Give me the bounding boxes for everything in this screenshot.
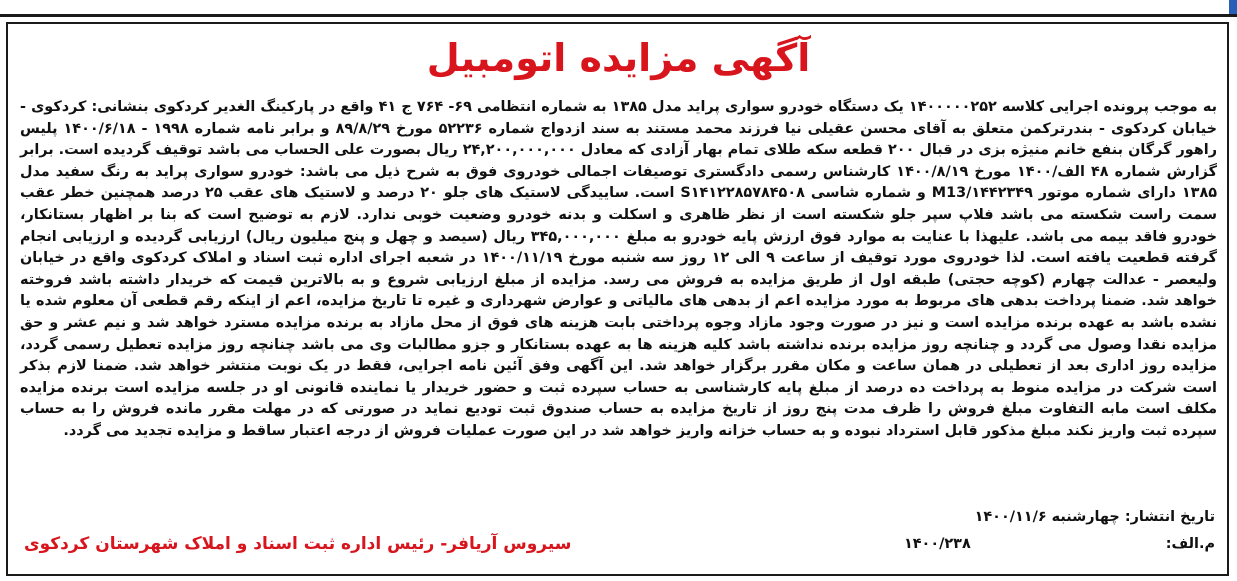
notice-title: آگهی مزایده اتومبیل	[426, 36, 811, 80]
page-top-strip	[0, 0, 1237, 17]
notice-body: به موجب پرونده اجرایی کلاسه ۱۴۰۰۰۰۰۲۵۲ یک دستگاه خودرو سواری پراید مدل ۱۳۸۵ به شماره انتظامی ۶۹- ۷۶۴ ج ۴۱ واقع در پارکینگ الغدیر کردکوی بنشانی: کردکوی - خیابان کردکوی - بندرترکمن متعلق به آقای محسن عقیلی نیا فرزند محمد مستند به سند ازدواج شماره ۵۲۲۳۶ مورخ ۸۹/۸/۲۹ و برابر نامه شماره ۱۹۹۸ - ۱۴۰۰/۶/۱۸ پلیس راهور گرگان بنفع خانم منیژه بزی در قبال ۲۰۰ قطعه سکه طلای تمام بهار آزادی که معادل ۲۴,۲۰۰,۰۰۰,۰۰۰ ریال بصورت علی الحساب می باشد توقیف گردیده است. برابر گزارش شماره ۴۸ الف/۱۴۰۰ مورخ ۱۴۰۰/۸/۱۹ کارشناس رسمی دادگستری توصیفات اجمالی خودروی فوق به شرح ذیل می باشد: خودرو سواری پراید به رنگ سفید مدل ۱۳۸۵ دارای شماره موتور M13/۱۴۴۲۳۴۹ و شماره شاسی S۱۴۱۲۲۸۵۷۸۴۵۰۸ است. ساییدگی لاستیک های جلو ۲۰ درصد و لاستیک های عقب ۲۵ درصد همچنین خطر عقب سمت راست شکسته می باشد فلاپ سپر جلو شکسته است از نظر ظاهری و اسکلت و بدنه خودرو وضعیت خوبی ندارد. لازم به توضیح است که بنا بر اظهار بستانکار، خودرو فاقد بیمه می باشد. علیهذا با عنایت به موارد فوق ارزش پایه خودرو به مبلغ ۳۴۵,۰۰۰,۰۰۰ ریال (سیصد و چهل و پنج میلیون ریال) ارزیابی گردیده و ارزیابی انجام گرفته قطعیت یافته است. لذا خودروی مورد توقیف از ساعت ۹ الی ۱۲ روز سه شنبه مورخ ۱۴۰۰/۱۱/۱۹ در شعبه اجرای اداره ثبت اسناد و املاک کردکوی واقع در خیابان ولیعصر - عدالت چهارم (کوچه حجتی) طبقه اول از طریق مزایده به فروش می رسد. مزایده از مبلغ ارزیابی شروع و به بالاترین قیمت که خریدار داشته باشد فروخته خواهد شد. ضمنا پرداخت بدهی های مربوط به مورد مزایده اعم از بدهی های مالیاتی و عوارض شهرداری و غیره تا تاریخ مزایده، اعم از اینکه رقم قطعی آن معلوم شده یا نشده باشد به عهده برنده مزایده است و نیز در صورت وجود مازاد وجوه پرداختی بابت هزینه های فوق از محل مازاد به برنده مزایده مسترد خواهد شد و نیم عشر و حق مزایده نقدا وصول می گردد و چنانچه روز مزایده برنده نداشته باشد کلیه هزینه ها به عهده بستانکار و جزو مطالبات وی می باشد چنانچه روز مزایده تعطیل رسمی گردد، مزایده روز اداری بعد از تعطیلی در همان ساعت و مکان مقرر برگزار خواهد شد. این آگهی وفق آئین نامه اجرایی، فقط در یک نوبت منتشر خواهد شد. ضمنا لازم بذکر است شرکت در مزایده منوط به پرداخت ده درصد از مبلغ پایه کارشناسی به حساب سپرده ثبت و حضور خریدار یا نماینده قانونی او در جلسه مزایده است برنده مزایده مکلف است مابه التفاوت مبلغ فروش را ظرف مدت پنج روز از تاریخ مزایده به حساب صندوق ثبت تودیع نماید در صورتی که در مهلت مقرر مانده فروش را به حساب سپرده ثبت واریز نکند مبلغ مذکور قابل استرداد نبوده و به حساب خزانه واریز خواهد شد در این صورت عملیات فروش از درجه اعتبار ساقط و مزایده تجدید می گردد.	[20, 99, 1218, 439]
reference-line	[904, 536, 1215, 552]
top-accent-bar	[1229, 0, 1237, 14]
reference-number: ۱۴۰۰/۲۳۸	[903, 536, 971, 552]
signature-line: سیروس آریافر- رئیس اداره ثبت اسناد و املاک شهرستان کردکوی	[24, 534, 572, 554]
publish-date: تاریخ انتشار: چهارشنبه ۱۴۰۰/۱۱/۶	[974, 509, 1215, 525]
reference-label: م.الف:	[1165, 536, 1215, 552]
